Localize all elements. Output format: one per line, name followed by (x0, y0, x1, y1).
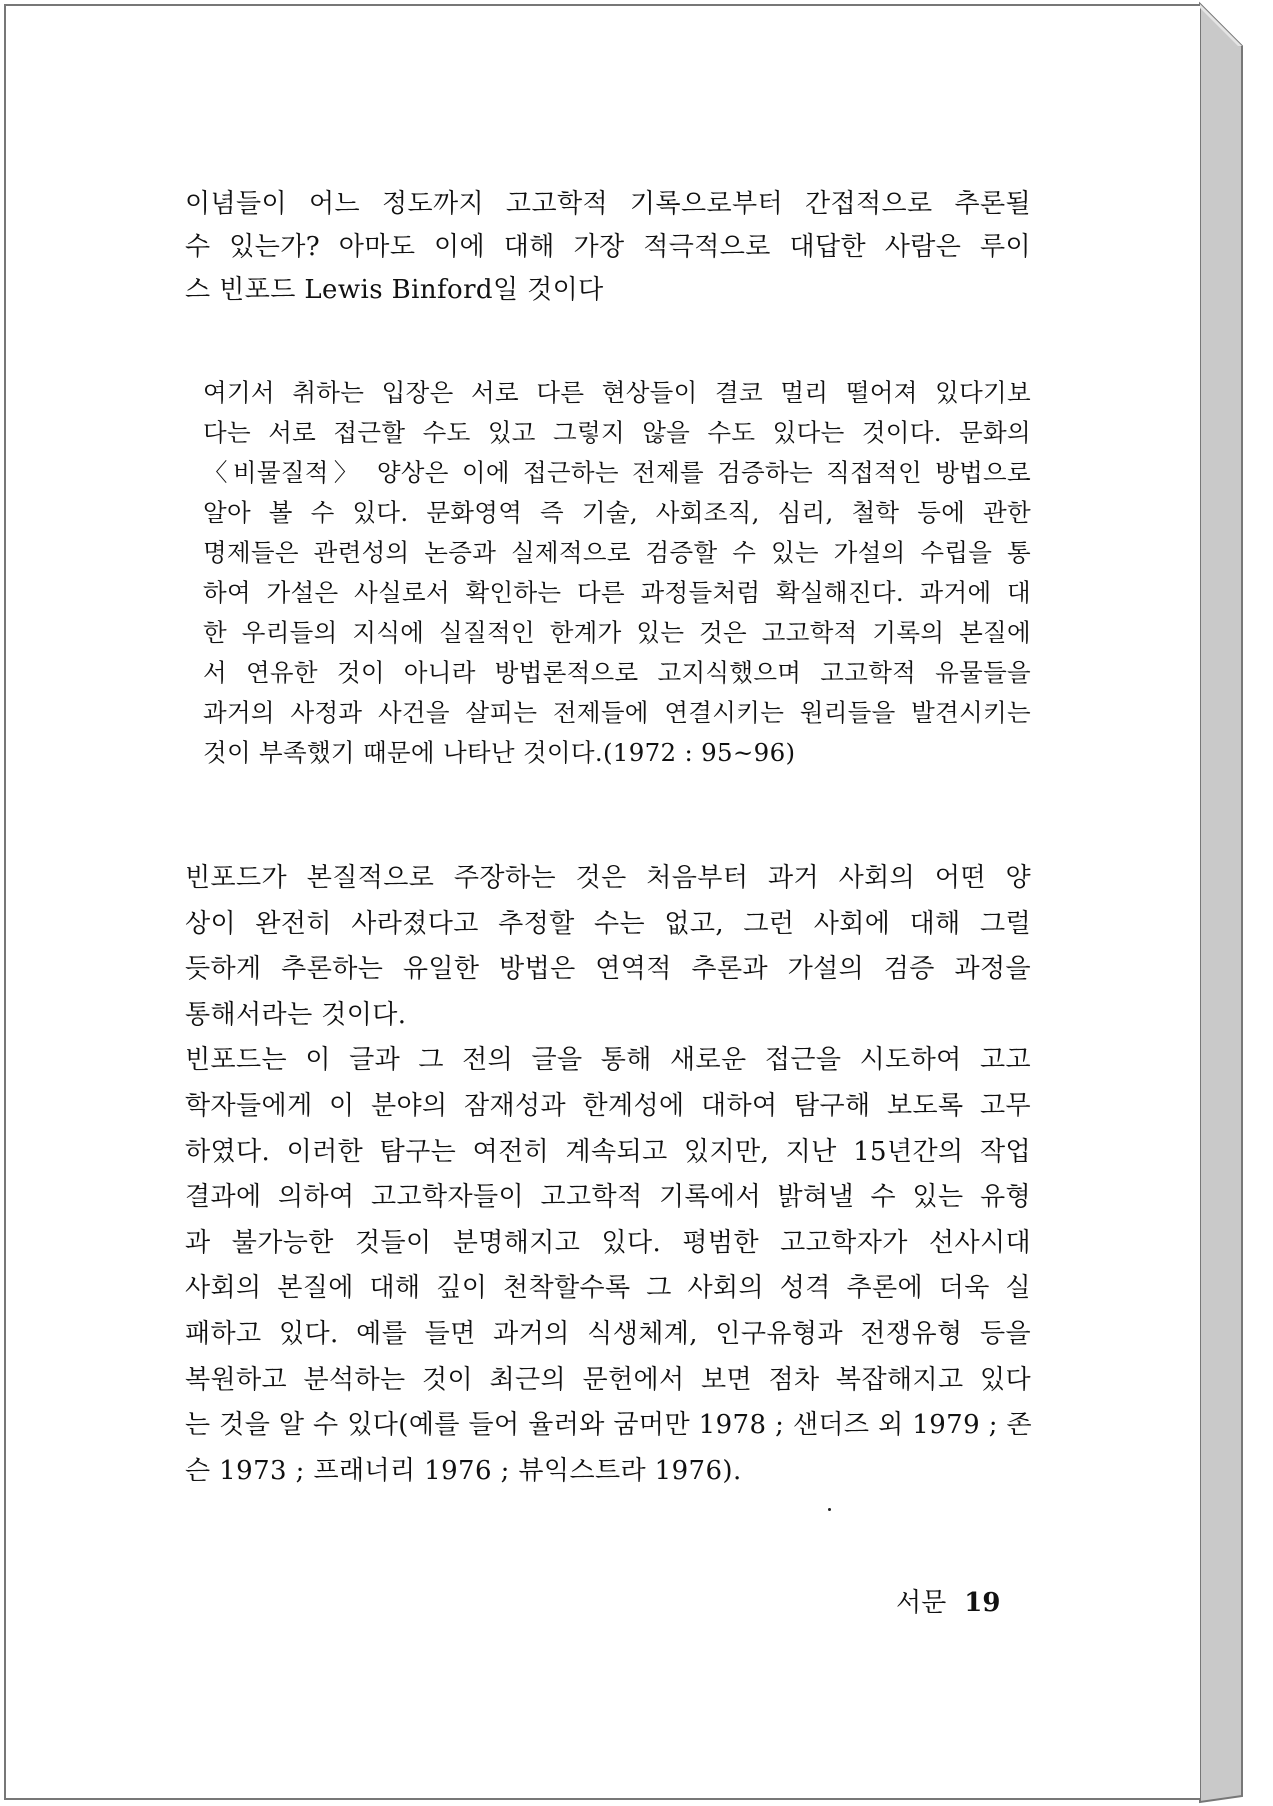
quote-line: 여기서 취하는 입장은 서로 다른 현상들이 결코 멀리 떨어져 있다기보 (203, 378, 1031, 407)
body-line: 하였다. 이러한 탐구는 여전히 계속되고 있지만, 지난 15년간의 작업 (185, 1136, 1031, 1167)
body-line: 과 불가능한 것들이 분명해지고 있다. 평범한 고고학자가 선사시대 (185, 1227, 1031, 1258)
quote-line: 것이 부족했기 때문에 나타난 것이다.(1972 : 95~96) (203, 738, 796, 767)
page-number: 19 (964, 1588, 1001, 1618)
body-line: 는 것을 알 수 있다(예를 들어 율러와 굼머만 1978 ; 샌더즈 외 1979 ; 존 (185, 1410, 1033, 1441)
body-line: 듯하게 추론하는 유일한 방법은 연역적 추론과 가설의 검증 과정을 (185, 954, 1031, 985)
body-line: 슨 1973 ; 프래너리 1976 ; 뷰익스트라 1976). (185, 1455, 742, 1486)
body-line: 학자들에게 이 분야의 잠재성과 한계성에 대하여 탐구해 보도록 고무 (185, 1090, 1031, 1121)
quote-line: 명제들은 관련성의 논증과 실제적으로 검증할 수 있는 가설의 수립을 통 (203, 538, 1031, 567)
text-line: 이념들이 어느 정도까지 고고학적 기록으로부터 간접적으로 추론될 (185, 189, 1031, 219)
body-line: 빈포드가 본질적으로 주장하는 것은 처음부터 과거 사회의 어떤 양 (185, 863, 1031, 893)
quote-line: 〈비물질적〉 양상은 이에 접근하는 전제를 검증하는 직접적인 방법으로 (203, 458, 1031, 487)
quote-line: 서 연유한 것이 아니라 방법론적으로 고지식했으며 고고학적 유물들을 (203, 658, 1031, 687)
quote-line: 다는 서로 접근할 수도 있고 그렇지 않을 수도 있다는 것이다. 문화의 (203, 418, 1031, 447)
block-quote (203, 373, 1031, 773)
body-line: 상이 완전히 사라졌다고 추정할 수는 없고, 그런 사회에 대해 그럴 (185, 908, 1031, 939)
body-line: 통해서라는 것이다. (185, 999, 407, 1030)
body-line: 결과에 의하여 고고학자들이 고고학적 기록에서 밝혀낼 수 있는 유형 (185, 1182, 1031, 1213)
text-line: 스 빈포드 Lewis Binford일 것이다 (185, 275, 604, 305)
body-line: 복원하고 분석하는 것이 최근의 문헌에서 보면 점차 복잡해지고 있다 (185, 1364, 1031, 1395)
body-line: 패하고 있다. 예를 들면 과거의 식생체계, 인구유형과 전쟁유형 등을 (185, 1318, 1031, 1349)
body-line: 사회의 본질에 대해 깊이 천착할수록 그 사회의 성격 추론에 더욱 실 (185, 1273, 1031, 1304)
page-footer (896, 1582, 1000, 1619)
book-spine-shading (1200, 4, 1242, 1802)
quote-line: 알아 볼 수 있다. 문화영역 즉 기술, 사회조직, 심리, 철학 등에 관한 (203, 498, 1031, 527)
section-title: 서문 (896, 1588, 947, 1618)
text-line: 수 있는가? 아마도 이에 대해 가장 적극적으로 대답한 사람은 루이 (185, 232, 1031, 262)
quote-line: 한 우리들의 지식에 실질적인 한계가 있는 것은 고고학적 기록의 본질에 (203, 618, 1031, 647)
quote-line: 과거의 사정과 사건을 살피는 전제들에 연결시키는 원리들을 발견시키는 (203, 698, 1031, 727)
body-line: 빈포드는 이 글과 그 전의 글을 통해 새로운 접근을 시도하여 고고 (185, 1045, 1031, 1076)
quote-line: 하여 가설은 사실로서 확인하는 다른 과정들처럼 확실해진다. 과거에 대 (203, 578, 1031, 607)
intro-paragraph (185, 183, 1031, 312)
print-speck (828, 1508, 831, 1511)
body-paragraphs (185, 856, 1031, 1494)
